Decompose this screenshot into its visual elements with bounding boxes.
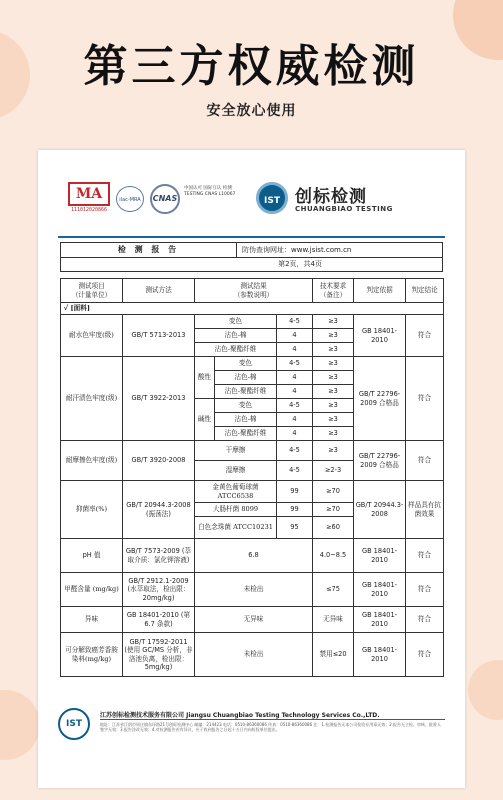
company-name: 创标检测 <box>295 187 367 207</box>
test-report <box>38 150 465 788</box>
page-info: 第2页，共4页 <box>60 258 443 272</box>
ma-logo: MA 111012020866 <box>68 182 110 218</box>
company-name-en: CHUANGBIAO TESTING <box>295 205 393 213</box>
table-row: 碱性 变色 4-5 ≥3 <box>61 399 444 413</box>
cnas-logo: CNAS <box>150 184 180 214</box>
report-header-row <box>60 242 443 258</box>
table-row: pH 值 GB/T 7573-2009 (萃取介质：氯化钾溶液) 6.8 4.0~8.5 GB 18401-2010 符合 <box>61 539 444 573</box>
table-row: 沾色-棉 4 ≥3 <box>61 413 444 427</box>
page-title: 第三方权威检测 <box>83 41 420 92</box>
table-row: 沾色-棉 4 ≥3 <box>61 371 444 385</box>
table-row: 沾色-聚酯纤维 4 ≥3 <box>61 343 444 357</box>
report-logos <box>68 182 448 222</box>
col-header: 测试项目 （计量单位） <box>61 279 123 303</box>
report-footer <box>58 708 445 744</box>
report-title: 检 测 报 告 <box>61 243 237 257</box>
table-row: 可分解致癌芳香胺染料(mg/kg) GB/T 17592-2011 (使用 GC/MS 分析，非洛池负离，检出限：5mg/kg) 未检出 禁用≤20 GB 18401-2010 符合 <box>61 633 444 677</box>
table-row: 沾色-聚酯纤维 4 ≥3 <box>61 427 444 441</box>
table-row: 沾色-聚酯纤维 4 ≥3 <box>61 385 444 399</box>
table-row: 沾色-棉 4 ≥3 <box>61 329 444 343</box>
footer-company: 江苏创标检测技术服务有限公司 Jiangsu Chuangbiao Testing Technology Services Co.,LTD. <box>100 712 380 719</box>
verify-url: 防伪查询网址：www.jsist.com.cn <box>242 246 352 254</box>
footer-fine-print: 地址：江苏省江阴市周庄镇东环路21号创标检测中心 邮编：214423 电话：0510-86360086 传真：0510-86360086 注：1.检测报告无本公司检验专用章无效；2.报告无主检、审核、批准人签字无效；3.报告涂改无效；4.对检测报告若有异议，应于收到报告之日起十五日内向检验单位提出。 <box>100 722 442 732</box>
col-header: 测试结果 （参数说明） <box>195 279 313 303</box>
table-row: 甲醛含量 (mg/kg) GB/T 2912.1-2009 (水萃取法，检出限：20mg/kg) 未检出 ≤75 GB 18401-2010 符合 <box>61 573 444 607</box>
table-row: 白色念珠菌 ATCC10231 95 ≥60 <box>61 517 444 539</box>
footer-rule <box>100 719 445 720</box>
table-row: 抑菌率(%) GB/T 20944.3-2008 (振荡法) 金黄色葡萄球菌 ATCC6538 99 ≥70 GB/T 20944.3-2008 样品具有抗菌效果 <box>61 481 444 503</box>
table-header <box>61 279 444 303</box>
ist-logo: IST <box>256 182 288 214</box>
table-row: 耐汗渍色牢度(级) GB/T 3922-2013 酸性 变色 4-5 ≥3 GB/T 22796-2009 合格品 符合 <box>61 357 444 371</box>
table-row: 大肠杆菌 8099 99 ≥70 <box>61 503 444 517</box>
results-table <box>60 278 444 677</box>
col-header: 测试方法 <box>123 279 195 303</box>
section-row: ✓ [面料] <box>61 303 444 315</box>
table-row: 耐摩擦色牢度(级) GB/T 3920-2008 干摩擦 4-5 ≥3 GB/T 22796-2009 合格品 符合 <box>61 441 444 461</box>
col-header: 判定结论 <box>406 279 444 303</box>
cnas-text: 中国认可 国际互认 检测 TESTING CNAS L10067 <box>184 186 236 197</box>
table-row: 异味 GB 18401-2010 (第 6.7 条款) 无异味 无异味 GB 18401-2010 符合 <box>61 607 444 633</box>
header-rule <box>58 236 445 238</box>
ilac-logo: ilac-MRA <box>116 186 144 212</box>
col-header: 技术要求 （备注） <box>313 279 354 303</box>
decor-circle <box>468 660 503 720</box>
decor-circle <box>0 690 40 760</box>
table-row: 湿摩擦 4-5 ≥2-3 <box>61 461 444 481</box>
col-header: 判定依据 <box>354 279 406 303</box>
page-subtitle: 安全放心使用 <box>206 103 297 119</box>
table-row: 耐水色牢度(级) GB/T 5713-2013 变色 4-5 ≥3 GB 18401-2010 符合 <box>61 315 444 329</box>
footer-ist-logo: IST <box>58 708 90 740</box>
